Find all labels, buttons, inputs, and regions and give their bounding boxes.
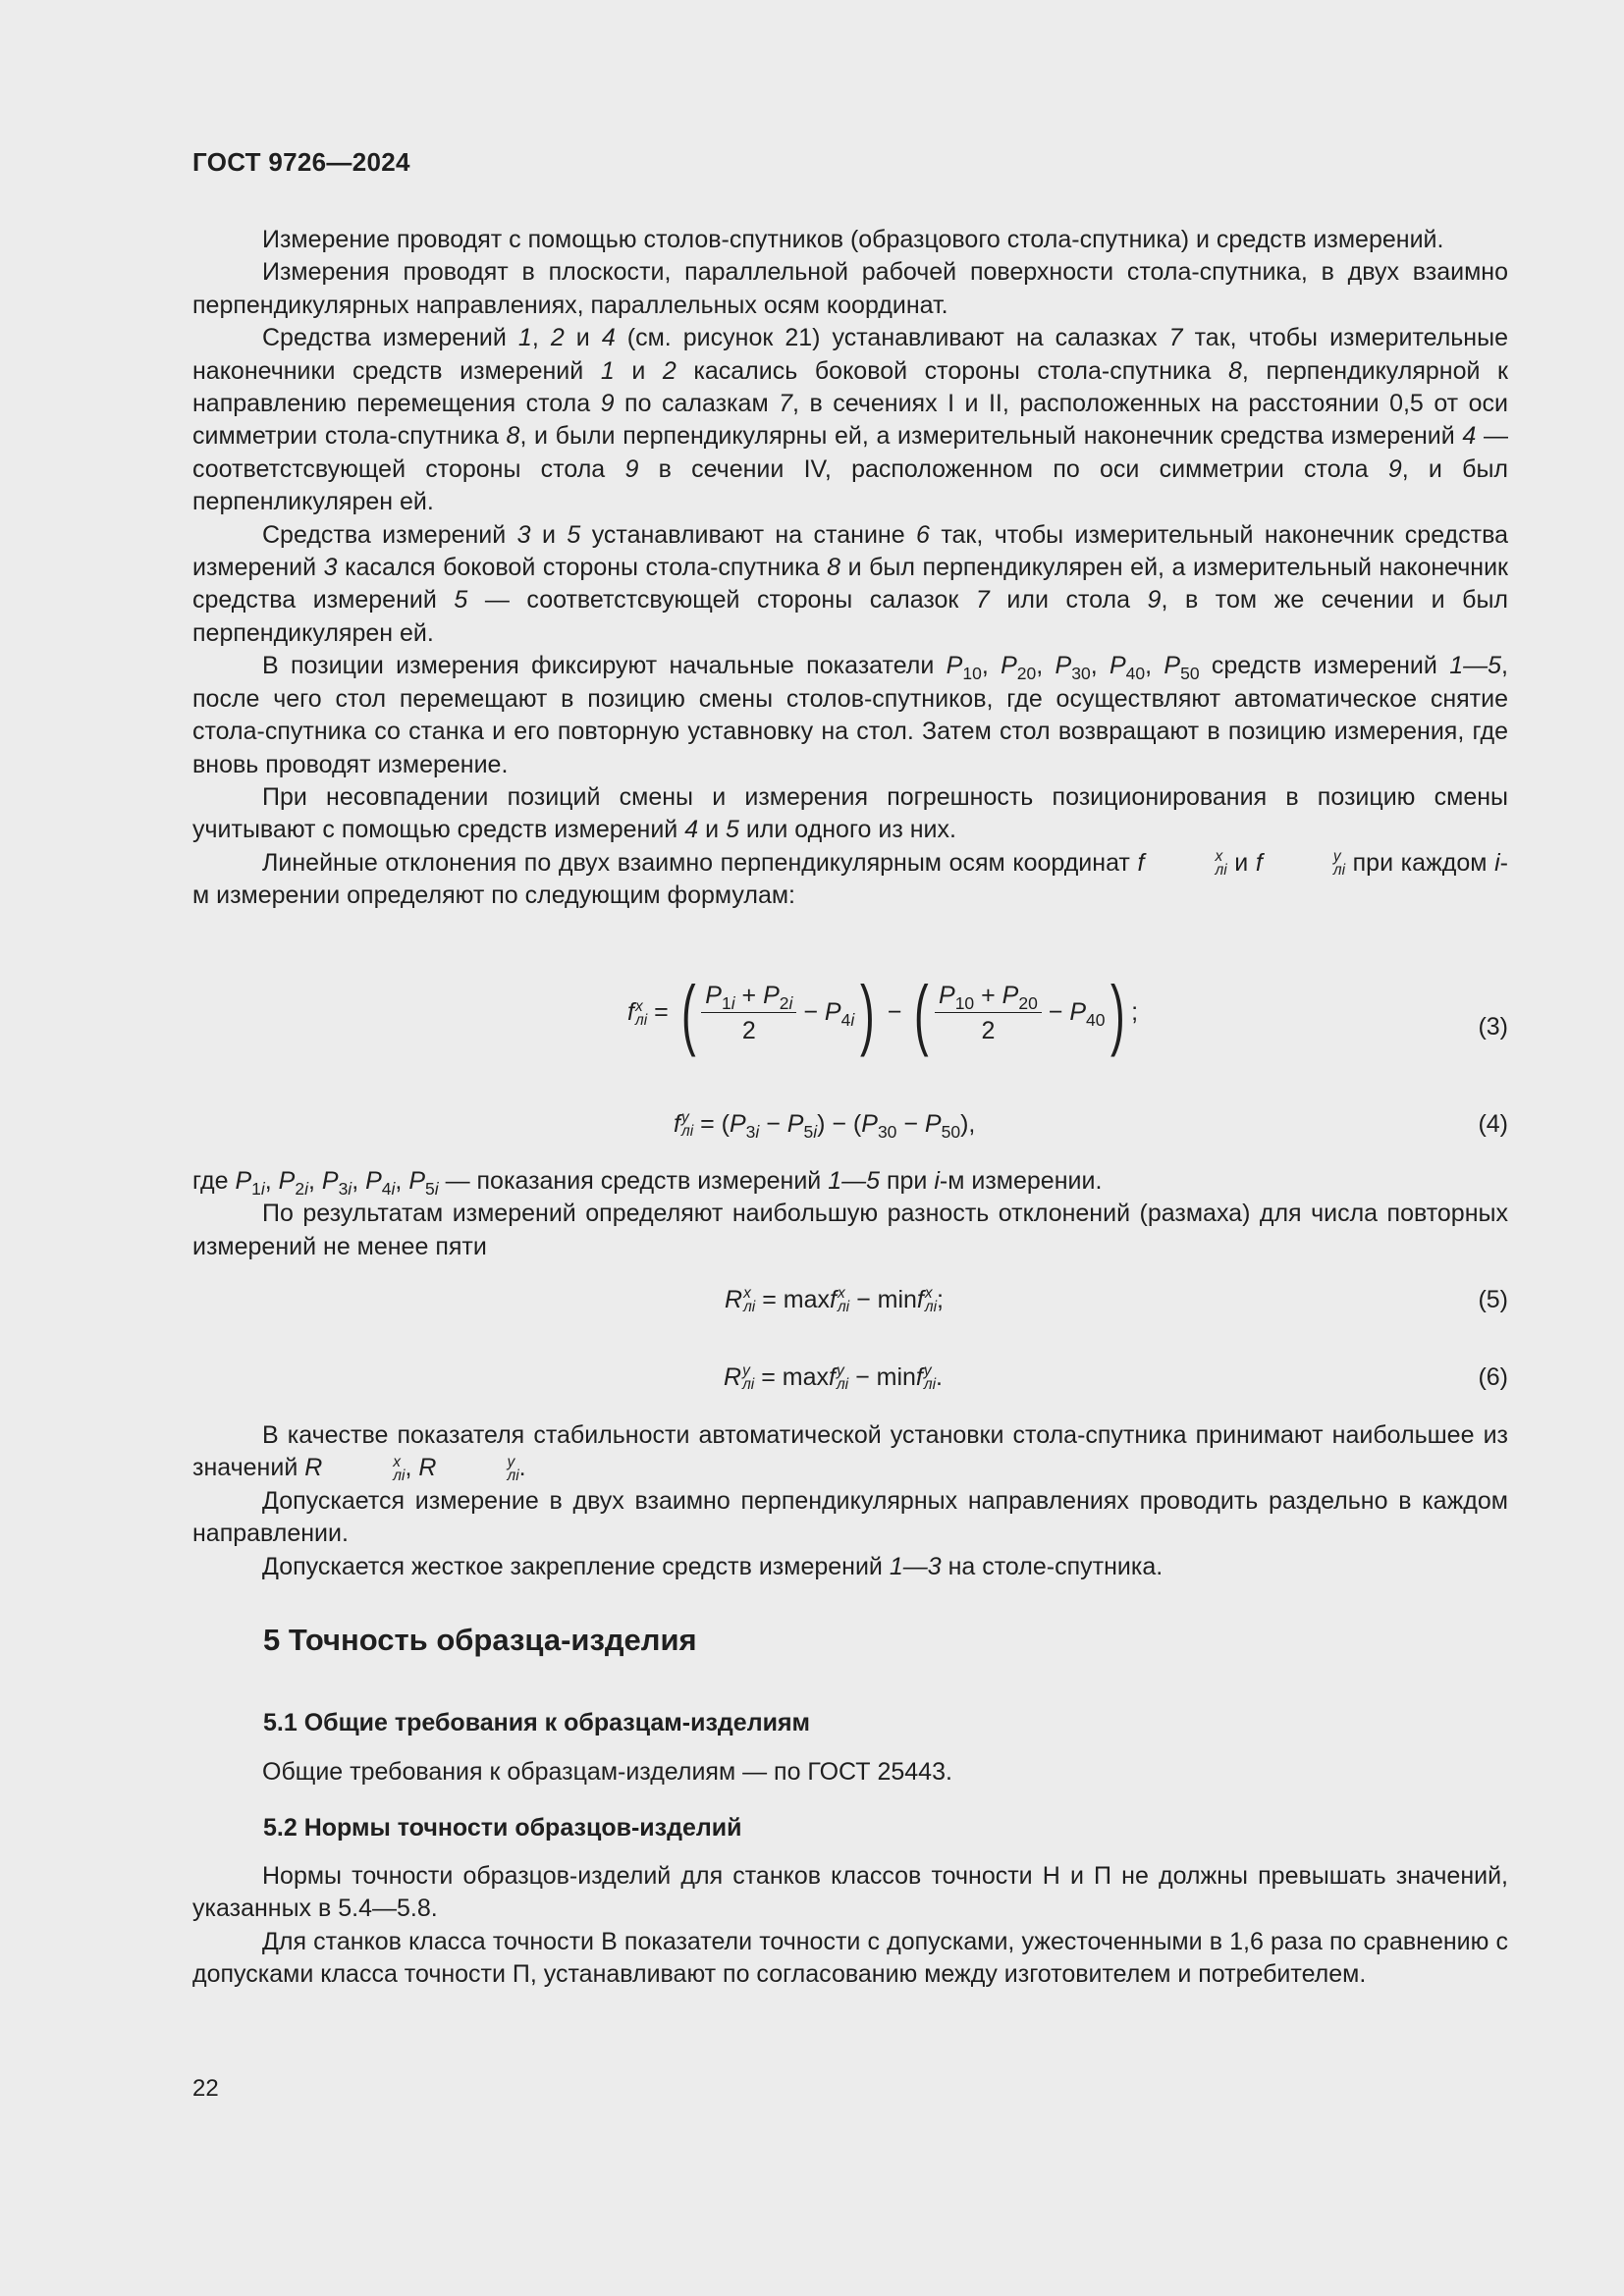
formula-number: (4) [1478, 1110, 1508, 1138]
subsection-5-2-text [192, 1860, 1508, 1992]
paragraph: Общие требования к образцам-изделиям — по ГОСТ 25443. [262, 1758, 952, 1786]
paragraph: Линейные отклонения по двух взаимно перпендикулярным осям координат f x лi и f y лi при каждом i-м измерении определяют по следующим формулам: [192, 848, 1508, 910]
body-text-top [192, 224, 1508, 913]
paragraph: Для станков класса точности В показатели точности с допусками, ужесточенными в 1,6 раза по сравнению с допусками класса точности П, устанавливают по согласованию между изготовителем и потребителем. [192, 1927, 1508, 1989]
formula-3-body: f x лi = ( $\frac{P_{1i} + P_{2i}}{2}$ − $P_{4i}$) − ( $\frac{P_{10} + P_{20}}{2}$ − $P_{40}$) ; [627, 969, 1139, 1057]
subsection-heading-5-2: 5.2 Нормы точности образцов-изделий [263, 1814, 742, 1842]
paragraph: Средства измерений 3 и 5 устанавливают на станине 6 так, чтобы измерительный наконечник средства измерений 3 касался боковой стороны стола-спутника 8 и был перпендикулярен ей, а измерительный наконечник средства измерений 5 — соответстсвующей стороны салазок 7 или стола 9, в том же сечении и был перпендикулярен ей. [192, 520, 1508, 647]
formula-6 [192, 1363, 1508, 1403]
paragraph: Измерение проводят с помощью столов-спутников (образцового стола-спутника) и средств измерений. [262, 226, 1444, 253]
paragraph: По результатам измерений определяют наибольшую разность отклонений (размаха) для числа повторных измерений не менее пяти [192, 1200, 1508, 1260]
paragraph: Допускается жесткое закрепление средств измерений 1—3 на столе-спутника. [262, 1552, 1164, 1580]
formula-number: (5) [1478, 1286, 1508, 1313]
body-text-middle [192, 1165, 1508, 1263]
section-heading-5: 5 Точность образца-изделия [263, 1623, 697, 1657]
formula-4-body: f y лi = $(P_{3i} - P_{5i}) - (P_{30} - P_{50})$, [674, 1109, 976, 1143]
document-header: ГОСТ 9726—2024 [192, 147, 410, 177]
paragraph: Средства измерений 1, 2 и 4 (см. рисунок 21) устанавливают на салазках 7 так, чтобы измерительные наконечники средств измерений 1 и 2 касались боковой стороны стола-спутника 8, перпендикулярной к направлению перемещения стола 9 по салазкам 7, в сечениях I и II, расположенных на расстоянии 0,5 от оси симметрии стола-спутника 8, и были перпендикулярны ей, а измерительный наконечник средства измерений 4 — соответстсвующей стороны стола 9 в сечении IV, расположенном по оси симметрии стола 9, и был перпенликулярен ей. [192, 324, 1509, 516]
paragraph: При несовпадении позиций смены и измерения погрешность позиционирования в позицию смены учитывают с помощью средств измерений 4 и 5 или одного из них. [192, 782, 1508, 844]
body-text-bottom [192, 1419, 1508, 1583]
paragraph: Допускается измерение в двух взаимно перпендикулярных направлениях проводить раздельно в каждом направлении. [192, 1486, 1508, 1548]
subsection-heading-5-1: 5.1 Общие требования к образцам-изделиям [263, 1709, 811, 1736]
formula-4 [192, 1110, 1508, 1149]
formula-5-body: R x лi = maxf x лi − minf x лi ; [725, 1285, 944, 1316]
formula-number: (6) [1478, 1363, 1508, 1391]
paragraph: В позиции измерения фиксируют начальные показатели $P_{10}$, $P_{20}$, $P_{30}$, $P_{40}$, $P_{50}$ средств измерений 1—5, после чего стол перемещают в позицию смены столов-спутников, где осуществляют автоматическое снятие стола-спутника со станка и его повторную уставновку на стол. Затем стол возвращают в позицию измерения, где вновь проводят измерение. [192, 652, 1508, 778]
formula-3 [192, 969, 1508, 1070]
formula-6-body: R y лi = maxf y лi − minf y лi . [724, 1362, 943, 1394]
page-number: 22 [192, 2075, 219, 2102]
paragraph: В качестве показателя стабильности автоматической установки стола-спутника принимают наибольшее из значений R x лi , R y лi . [192, 1421, 1508, 1484]
subsection-5-1-text [192, 1756, 1508, 1789]
paragraph: Нормы точности образцов-изделий для станков классов точности Н и П не должны превышать значений, указанных в 5.4—5.8. [192, 1862, 1508, 1923]
paragraph: Измерения проводят в плоскости, параллельной рабочей поверхности стола-спутника, в двух взаимно перпендикулярных направлениях, параллельных осям координат. [192, 258, 1508, 319]
paragraph: где $P_{1i}$, $P_{2i}$, $P_{3i}$, $P_{4i}$, $P_{5i}$ — показания средств измерений 1—5 при i-м измерении. [192, 1167, 1103, 1200]
formula-number: (3) [1478, 1013, 1508, 1041]
formula-5 [192, 1286, 1508, 1325]
